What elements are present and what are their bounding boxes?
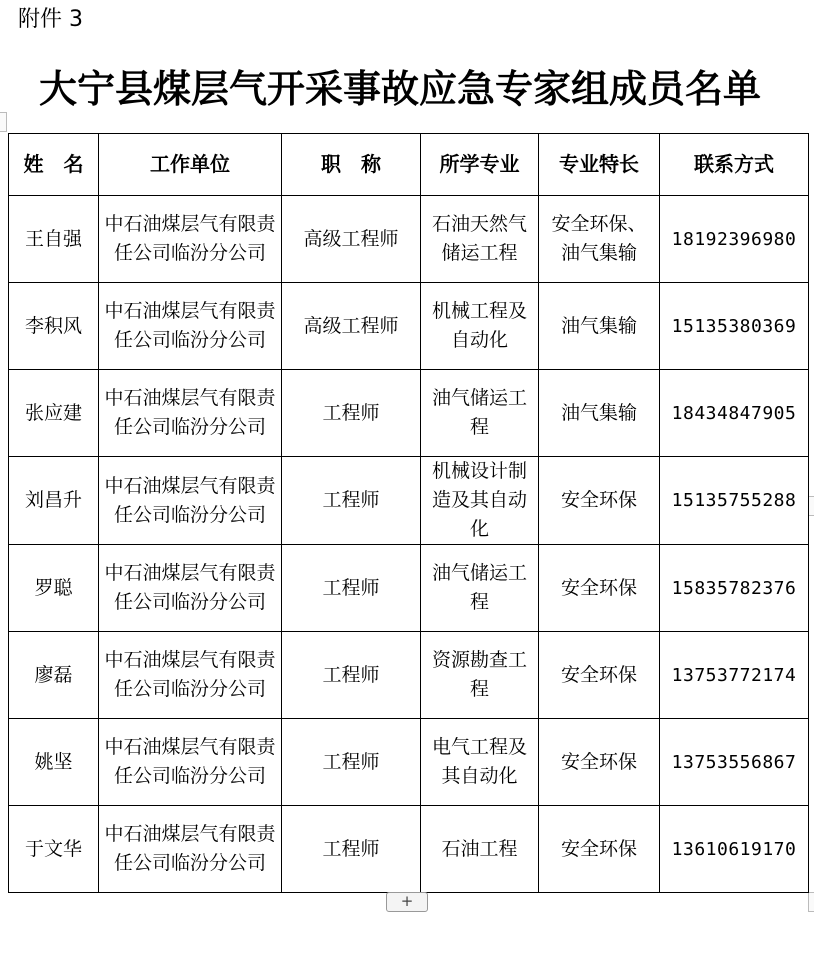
cell-major: 石油天然气储运工程: [421, 196, 539, 283]
cell-unit: 中石油煤层气有限责任公司临汾分公司: [99, 283, 282, 370]
cell-phone: 13753556867: [660, 719, 809, 806]
table-row: [9, 545, 809, 632]
table-row: [9, 283, 809, 370]
cell-phone: 18434847905: [660, 370, 809, 457]
expert-table: [8, 133, 809, 893]
cell-phone: 18192396980: [660, 196, 809, 283]
header-title: 职 称: [282, 134, 421, 196]
cell-phone: 15835782376: [660, 545, 809, 632]
cell-unit: 中石油煤层气有限责任公司临汾分公司: [99, 632, 282, 719]
cell-specialty: 安全环保: [539, 457, 660, 545]
cell-name: 姚坚: [9, 719, 99, 806]
cell-title: 高级工程师: [282, 283, 421, 370]
cell-name: 于文华: [9, 806, 99, 893]
header-unit: 工作单位: [99, 134, 282, 196]
table-row: [9, 806, 809, 893]
cell-unit: 中石油煤层气有限责任公司临汾分公司: [99, 719, 282, 806]
cell-phone: 15135380369: [660, 283, 809, 370]
cell-unit: 中石油煤层气有限责任公司临汾分公司: [99, 545, 282, 632]
cell-specialty: 安全环保: [539, 719, 660, 806]
cell-phone: 13753772174: [660, 632, 809, 719]
cell-specialty: 油气集输: [539, 283, 660, 370]
table-row: [9, 457, 809, 545]
cell-specialty: 安全环保: [539, 545, 660, 632]
cell-name: 王自强: [9, 196, 99, 283]
cell-name: 廖磊: [9, 632, 99, 719]
header-name: 姓 名: [9, 134, 99, 196]
cell-specialty: 油气集输: [539, 370, 660, 457]
attachment-label: 附件 3: [18, 7, 83, 32]
table-row: [9, 719, 809, 806]
cell-title: 工程师: [282, 632, 421, 719]
cell-unit: 中石油煤层气有限责任公司临汾分公司: [99, 196, 282, 283]
cell-specialty: 安全环保、油气集输: [539, 196, 660, 283]
cell-major: 机械设计制造及其自动化: [421, 457, 539, 545]
header-major: 所学专业: [421, 134, 539, 196]
cell-specialty: 安全环保: [539, 632, 660, 719]
table-move-handle[interactable]: [0, 112, 7, 132]
header-specialty: 专业特长: [539, 134, 660, 196]
cell-title: 高级工程师: [282, 196, 421, 283]
cell-phone: 15135755288: [660, 457, 809, 545]
cell-major: 机械工程及自动化: [421, 283, 539, 370]
cell-unit: 中石油煤层气有限责任公司临汾分公司: [99, 370, 282, 457]
table-resize-handle[interactable]: [808, 892, 814, 912]
header-contact: 联系方式: [660, 134, 809, 196]
cell-specialty: 安全环保: [539, 806, 660, 893]
cell-title: 工程师: [282, 457, 421, 545]
cell-major: 油气储运工程: [421, 545, 539, 632]
cell-unit: 中石油煤层气有限责任公司临汾分公司: [99, 457, 282, 545]
table-row: [9, 196, 809, 283]
cell-unit: 中石油煤层气有限责任公司临汾分公司: [99, 806, 282, 893]
cell-major: 电气工程及其自动化: [421, 719, 539, 806]
cell-name: 李积风: [9, 283, 99, 370]
table-row: [9, 632, 809, 719]
cell-name: 刘昌升: [9, 457, 99, 545]
cell-major: 油气储运工程: [421, 370, 539, 457]
cell-major: 资源勘查工程: [421, 632, 539, 719]
cell-title: 工程师: [282, 370, 421, 457]
cell-major: 石油工程: [421, 806, 539, 893]
cell-phone: 13610619170: [660, 806, 809, 893]
table-row: [9, 370, 809, 457]
add-row-button[interactable]: +: [386, 892, 428, 912]
cell-name: 罗聪: [9, 545, 99, 632]
cell-name: 张应建: [9, 370, 99, 457]
table-header-row: [9, 134, 809, 196]
cell-title: 工程师: [282, 719, 421, 806]
cell-title: 工程师: [282, 545, 421, 632]
page-title: 大宁县煤层气开采事故应急专家组成员名单: [38, 66, 761, 111]
cell-title: 工程师: [282, 806, 421, 893]
